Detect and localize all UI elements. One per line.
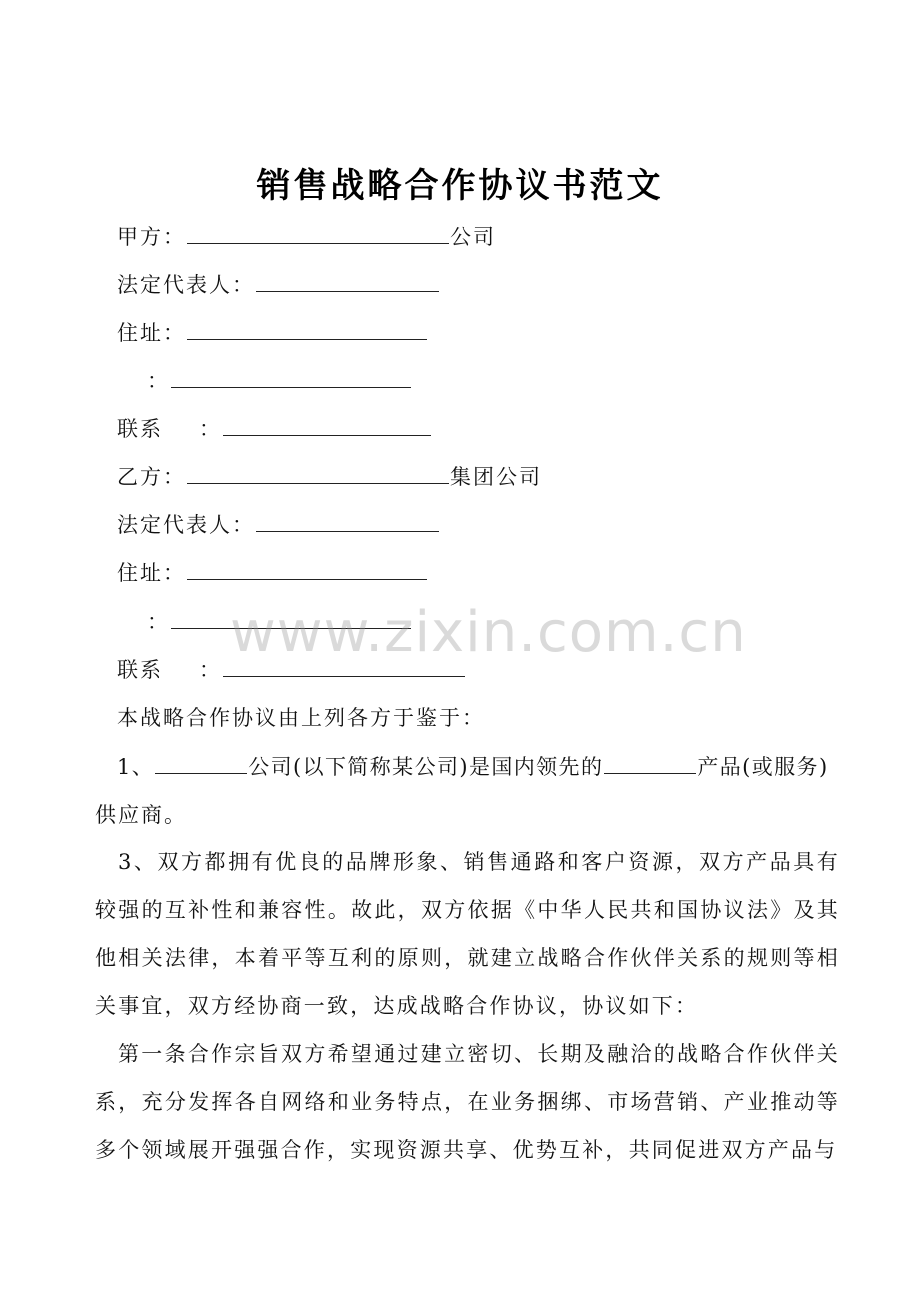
paragraph-3: 3、双方都拥有优良的品牌形象、销售通路和客户资源，双方产品具有较强的互补性和兼容性。故此，双方依据《中华人民共和国协议法》及其他相关法律，本着平等互利的原则，就建立战略合作伙伴关系的规则等相关事宜，双方经协商一致，达成战略合作协议，协议如下： (95, 850, 840, 1018)
party-a-name-blank[interactable] (187, 223, 449, 244)
party-a-rep-label: 法定代表人： (117, 273, 255, 297)
party-a-label: 甲方： (117, 225, 186, 249)
party-b-colon-line (147, 607, 412, 637)
party-a-contact-colon: ： (199, 417, 222, 441)
party-b-rep-label: 法定代表人： (117, 513, 255, 537)
paragraph-article-1: 第一条合作宗旨双方希望通过建立密切、长期及融洽的战略合作伙伴关系，充分发挥各自网络和业务特点，在业务捆绑、市场营销、产业推动等多个领域展开强强合作，实现资源共享、优势互补，共同促进双方产品与 (95, 1042, 840, 1162)
item1-company-blank[interactable] (155, 753, 247, 774)
party-b-colon-label: ： (147, 610, 170, 634)
party-b-extra-blank[interactable] (171, 608, 411, 629)
party-a-addr-line (117, 318, 428, 348)
party-a-contact-blank[interactable] (223, 415, 431, 436)
intro-line: 本战略合作协议由上列各方于鉴于： (117, 706, 485, 730)
party-b-line (117, 462, 542, 492)
party-b-addr-line (117, 558, 428, 588)
party-a-addr-label: 住址： (117, 321, 186, 345)
item1-mid: 公司(以下简称某公司)是国内领先的 (248, 755, 604, 779)
party-b-rep-line (117, 510, 440, 540)
item1-cont-line: 供应商。 (95, 803, 187, 827)
party-b-name-blank[interactable] (187, 463, 449, 484)
party-b-contact-line (117, 655, 466, 685)
party-a-extra-blank[interactable] (171, 367, 411, 388)
party-a-contact-line (117, 414, 432, 444)
party-b-addr-label: 住址： (117, 561, 186, 585)
party-a-addr-blank[interactable] (187, 319, 427, 340)
party-b-label: 乙方： (117, 465, 186, 489)
party-a-rep-blank[interactable] (256, 271, 439, 292)
party-a-colon-line (147, 366, 412, 396)
party-a-suffix: 公司 (450, 225, 496, 249)
document-title: 销售战略合作协议书范文 (256, 166, 664, 206)
item1-prefix: 1、 (117, 755, 155, 779)
party-a-colon-label: ： (147, 369, 170, 393)
party-a-rep-line (117, 270, 440, 300)
party-b-contact-blank[interactable] (223, 656, 465, 677)
party-b-contact-label: 联系 (117, 658, 163, 682)
party-b-addr-blank[interactable] (187, 559, 427, 580)
party-b-suffix: 集团公司 (450, 465, 542, 489)
watermark: www.zixin.com.cn (230, 600, 747, 665)
party-a-contact-label: 联系 (117, 417, 163, 441)
party-b-contact-colon: ： (199, 658, 222, 682)
item1-end: 产品(或服务) (697, 755, 829, 779)
party-b-rep-blank[interactable] (256, 511, 439, 532)
item1-line (117, 752, 829, 782)
party-a-line (117, 222, 496, 252)
item1-product-blank[interactable] (604, 753, 696, 774)
